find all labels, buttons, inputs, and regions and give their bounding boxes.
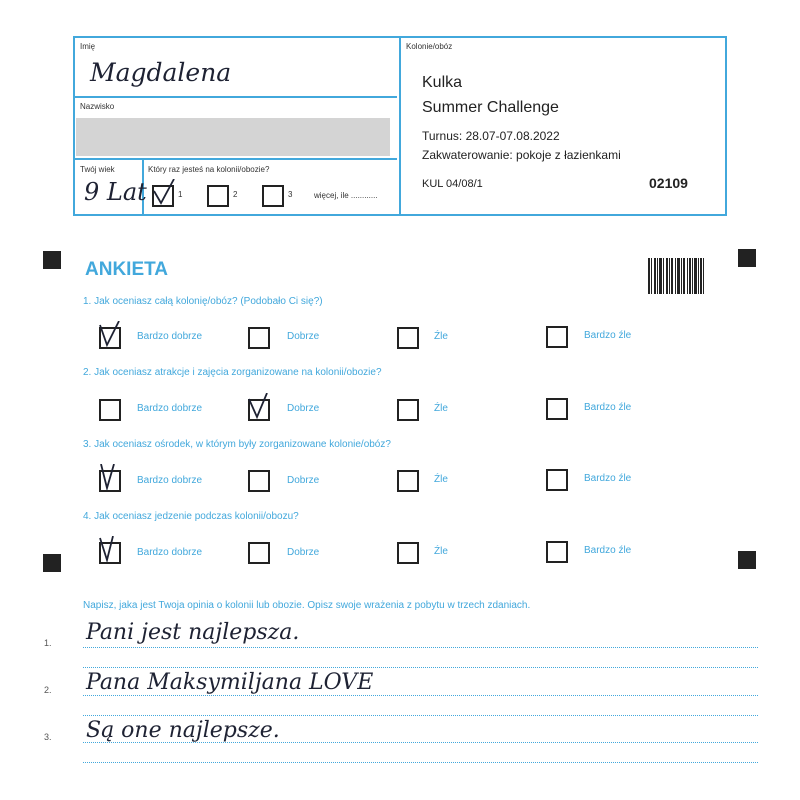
registration-marker — [738, 551, 756, 569]
q3-option-zle-label: Źle — [434, 474, 448, 485]
registration-marker — [43, 554, 61, 572]
q3-option-dobrze-checkbox[interactable] — [248, 470, 270, 492]
q3-option-dobrze-label: Dobrze — [287, 475, 320, 486]
divider — [75, 158, 397, 160]
q1-option-dobrze-checkbox[interactable] — [248, 327, 270, 349]
answer-line — [83, 667, 758, 668]
answer-line — [83, 742, 758, 743]
question-2: 2. Jak oceniasz atrakcje i zajęcia zorganizowane na kolonii/obozie? — [83, 367, 382, 378]
q4-option-bardzo-zle-checkbox[interactable] — [546, 541, 568, 563]
q2-option-zle-checkbox[interactable] — [397, 399, 419, 421]
imie-label: Imię — [80, 42, 96, 51]
checkmark-icon — [99, 464, 123, 492]
q3-option-bardzo-dobrze-label: Bardzo dobrze — [137, 475, 203, 486]
q2-option-bardzo-dobrze-label: Bardzo dobrze — [137, 403, 203, 414]
ktory-raz-checkbox-2[interactable] — [207, 185, 229, 207]
answer-3-number: 3. — [44, 732, 52, 742]
q1-option-bardzo-dobrze-checkbox[interactable] — [99, 327, 121, 349]
answer-3-text[interactable]: Są one najlepsze. — [86, 718, 280, 743]
wiek-label: Twój wiek — [80, 165, 115, 174]
q1-option-dobrze-label: Dobrze — [287, 331, 320, 342]
answer-2-number: 2. — [44, 685, 52, 695]
checkmark-icon — [99, 321, 123, 349]
survey-title: ANKIETA — [85, 259, 169, 280]
answer-2-text[interactable]: Pana Maksymiljana LOVE — [86, 670, 374, 695]
question-1: 1. Jak oceniasz całą kolonię/obóz? (Podobało Ci się?) — [83, 296, 323, 307]
answer-1-number: 1. — [44, 638, 52, 648]
answer-line — [83, 715, 758, 716]
nazwisko-label: Nazwisko — [80, 102, 115, 111]
q3-option-bardzo-dobrze-checkbox[interactable] — [99, 470, 121, 492]
registration-marker — [738, 249, 756, 267]
answer-line — [83, 695, 758, 696]
q2-option-dobrze-checkbox[interactable] — [248, 399, 270, 421]
q4-option-dobrze-label: Dobrze — [287, 547, 320, 558]
zakwaterowanie-text: Zakwaterowanie: pokoje z łazienkami — [422, 148, 621, 162]
imie-value[interactable]: Magdalena — [90, 58, 232, 87]
answer-line — [83, 762, 758, 763]
camp-code: KUL 04/08/1 — [422, 178, 483, 190]
ktory-raz-option-2: 2 — [233, 190, 238, 199]
q2-option-bardzo-dobrze-checkbox[interactable] — [99, 399, 121, 421]
opinion-prompt: Napisz, jaka jest Twoja opinia o kolonii lub obozie. Opisz swoje wrażenia z pobytu w trzech zdaniach. — [83, 600, 531, 611]
question-4: 4. Jak oceniasz jedzenie podczas kolonii/obozu? — [83, 511, 299, 522]
q1-option-bardzo-zle-label: Bardzo źle — [584, 330, 632, 341]
wiek-value[interactable]: 9 Lat — [84, 178, 147, 206]
q4-option-bardzo-dobrze-checkbox[interactable] — [99, 542, 121, 564]
ktory-raz-option-3: 3 — [288, 190, 293, 199]
q4-option-zle-checkbox[interactable] — [397, 542, 419, 564]
barcode-icon — [648, 258, 704, 294]
q1-option-zle-label: Źle — [434, 331, 448, 342]
question-3: 3. Jak oceniasz ośrodek, w którym były zorganizowane kolonie/obóz? — [83, 439, 391, 450]
q1-option-zle-checkbox[interactable] — [397, 327, 419, 349]
ktory-raz-option-1: 1 — [178, 190, 183, 199]
checkmark-icon — [248, 393, 272, 421]
q1-option-bardzo-dobrze-label: Bardzo dobrze — [137, 331, 203, 342]
q1-option-bardzo-zle-checkbox[interactable] — [546, 326, 568, 348]
nazwisko-redaction — [76, 118, 390, 156]
ktory-raz-checkbox-1[interactable] — [152, 185, 174, 207]
ktory-raz-more: więcej, ile ............ — [314, 191, 378, 200]
registration-marker — [43, 251, 61, 269]
q4-option-bardzo-dobrze-label: Bardzo dobrze — [137, 547, 203, 558]
q2-option-zle-label: Źle — [434, 403, 448, 414]
q4-option-bardzo-zle-label: Bardzo źle — [584, 545, 632, 556]
q3-option-bardzo-zle-label: Bardzo źle — [584, 473, 632, 484]
q2-option-dobrze-label: Dobrze — [287, 403, 320, 414]
checkmark-icon — [152, 179, 176, 207]
q2-option-bardzo-zle-label: Bardzo źle — [584, 402, 632, 413]
q4-option-dobrze-checkbox[interactable] — [248, 542, 270, 564]
divider — [75, 96, 397, 98]
ktory-raz-label: Który raz jesteś na kolonii/obozie? — [148, 165, 270, 174]
q3-option-bardzo-zle-checkbox[interactable] — [546, 469, 568, 491]
camp-name-line2: Summer Challenge — [422, 99, 559, 116]
answer-1-text[interactable]: Pani jest najlepsza. — [86, 620, 300, 645]
kolonie-label: Kolonie/obóz — [406, 42, 453, 51]
form-number: 02109 — [649, 175, 688, 191]
ktory-raz-checkbox-3[interactable] — [262, 185, 284, 207]
camp-name-line1: Kulka — [422, 74, 463, 91]
turnus-text: Turnus: 28.07-07.08.2022 — [422, 129, 560, 143]
q2-option-bardzo-zle-checkbox[interactable] — [546, 398, 568, 420]
answer-line — [83, 647, 758, 648]
q4-option-zle-label: Źle — [434, 546, 448, 557]
q3-option-zle-checkbox[interactable] — [397, 470, 419, 492]
checkmark-icon — [99, 536, 123, 564]
